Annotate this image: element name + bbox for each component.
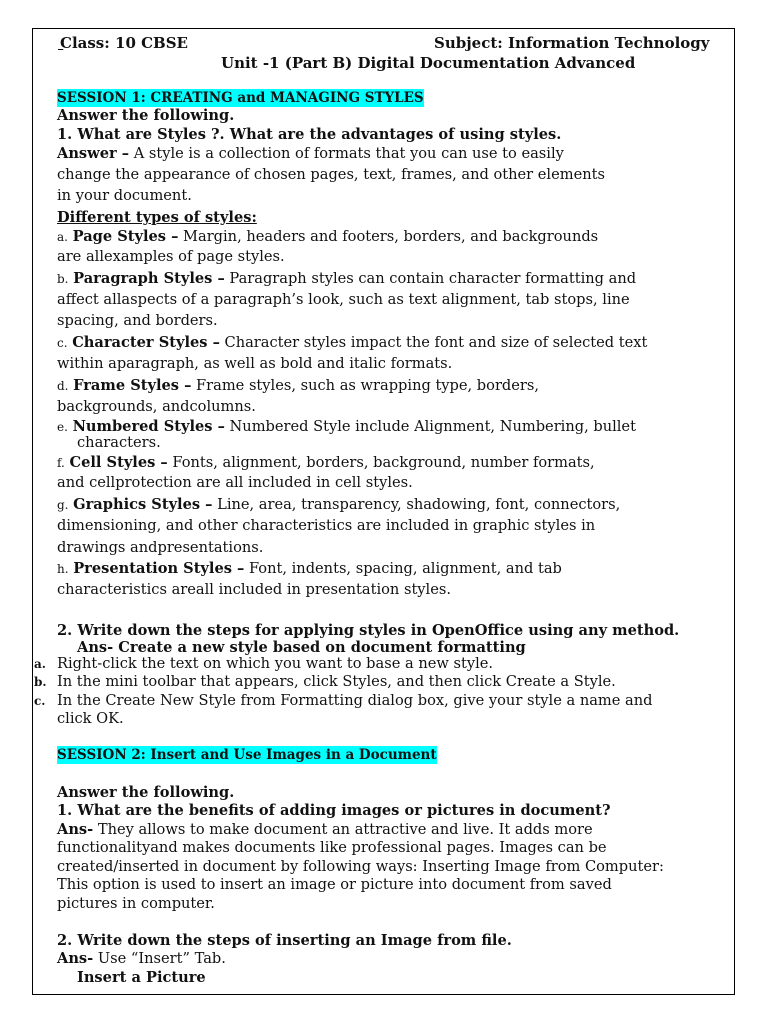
type-presentation-styles-line2: characteristics areall included in presentation styles. (57, 581, 451, 598)
step-a-text: Right-click the text on which you want to base a new style. (57, 655, 494, 672)
types-heading: Different types of styles: (57, 209, 257, 226)
step-a: a. (34, 657, 46, 671)
type-page-styles-line2: are allexamples of page styles. (57, 248, 285, 265)
type-frame-styles: d. Frame Styles – Frame styles, such as wrapping type, borders, (57, 377, 539, 394)
s1-question-1: 1. What are Styles ?. What are the advantages of using styles. (57, 126, 562, 143)
s2-answer-1-line1: Ans- They allows to make document an attractive and live. It adds more (57, 821, 593, 838)
unit-title: Unit -1 (Part B) Digital Documentation Advanced (221, 54, 636, 72)
type-graphics-styles: g. Graphics Styles – Line, area, transparency, shadowing, font, connectors, (57, 496, 621, 513)
type-cell-styles: f. Cell Styles – Fonts, alignment, borders, background, number formats, (57, 454, 595, 471)
s2-answer-1-line2: functionalityand makes documents like professional pages. Images can be (57, 839, 607, 856)
type-paragraph-styles-line3: spacing, and borders. (57, 312, 218, 329)
type-character-styles: c. Character Styles – Character styles impact the font and size of selected text (57, 334, 648, 351)
s1-answer-1-line3: in your document. (57, 187, 192, 204)
step-b-text: In the mini toolbar that appears, click Styles, and then click Create a Style. (57, 673, 616, 690)
type-numbered-styles: e. Numbered Styles – Numbered Style include Alignment, Numbering, bullet (57, 418, 636, 435)
s1-answer-1-line2: change the appearance of chosen pages, text, frames, and other elements (57, 166, 605, 183)
type-cell-styles-line2: and cellprotection are all included in cell styles. (57, 474, 413, 491)
s1-answer-2: Ans- Create a new style based on document formatting (77, 639, 526, 656)
type-character-styles-line2: within aparagraph, as well as bold and italic formats. (57, 355, 453, 372)
class-label: Class: 10 CBSE (60, 34, 188, 52)
step-b: b. (34, 675, 47, 689)
answer-following-2: Answer the following. (57, 784, 235, 801)
type-frame-styles-line2: backgrounds, andcolumns. (57, 398, 256, 415)
type-paragraph-styles-line2: affect allaspects of a paragraph’s look, such as text alignment, tab stops, line (57, 291, 630, 308)
s2-answer-1-line4: This option is used to insert an image or picture into document from saved (57, 876, 612, 893)
type-graphics-styles-line3: drawings andpresentations. (57, 539, 264, 556)
s1-question-2: 2. Write down the steps for applying styles in OpenOffice using any method. (57, 622, 680, 639)
type-numbered-styles-line2: characters. (77, 434, 161, 451)
subject-label: Subject: Information Technology (434, 34, 710, 52)
session2-heading: SESSION 2: Insert and Use Images in a Document (57, 747, 437, 763)
session1-heading: SESSION 1: CREATING and MANAGING STYLES (57, 90, 424, 106)
step-c: c. (34, 694, 46, 708)
s2-answer-1-line5: pictures in computer. (57, 895, 215, 912)
answer-following-1: Answer the following. (57, 107, 235, 124)
s2-answer-2: Ans- Use “Insert” Tab. (57, 950, 226, 967)
s2-answer-1-line3: created/inserted in document by following ways: Inserting Image from Computer: (57, 858, 664, 875)
s1-answer-1-line1: Answer – A style is a collection of formats that you can use to easily (57, 145, 564, 162)
s2-question-2: 2. Write down the steps of inserting an Image from file. (57, 932, 512, 949)
type-graphics-styles-line2: dimensioning, and other characteristics are included in graphic styles in (57, 517, 596, 534)
step-c-text: In the Create New Style from Formatting dialog box, give your style a name and (57, 692, 653, 709)
s2-question-1: 1. What are the benefits of adding images or pictures in document? (57, 802, 611, 819)
type-presentation-styles: h. Presentation Styles – Font, indents, spacing, alignment, and tab (57, 560, 562, 577)
type-page-styles: a. Page Styles – Margin, headers and footers, borders, and backgrounds (57, 228, 599, 245)
type-paragraph-styles: b. Paragraph Styles – Paragraph styles can contain character formatting and (57, 270, 637, 287)
insert-picture-label: Insert a Picture (77, 969, 206, 986)
step-c-text-line2: click OK. (57, 710, 124, 727)
